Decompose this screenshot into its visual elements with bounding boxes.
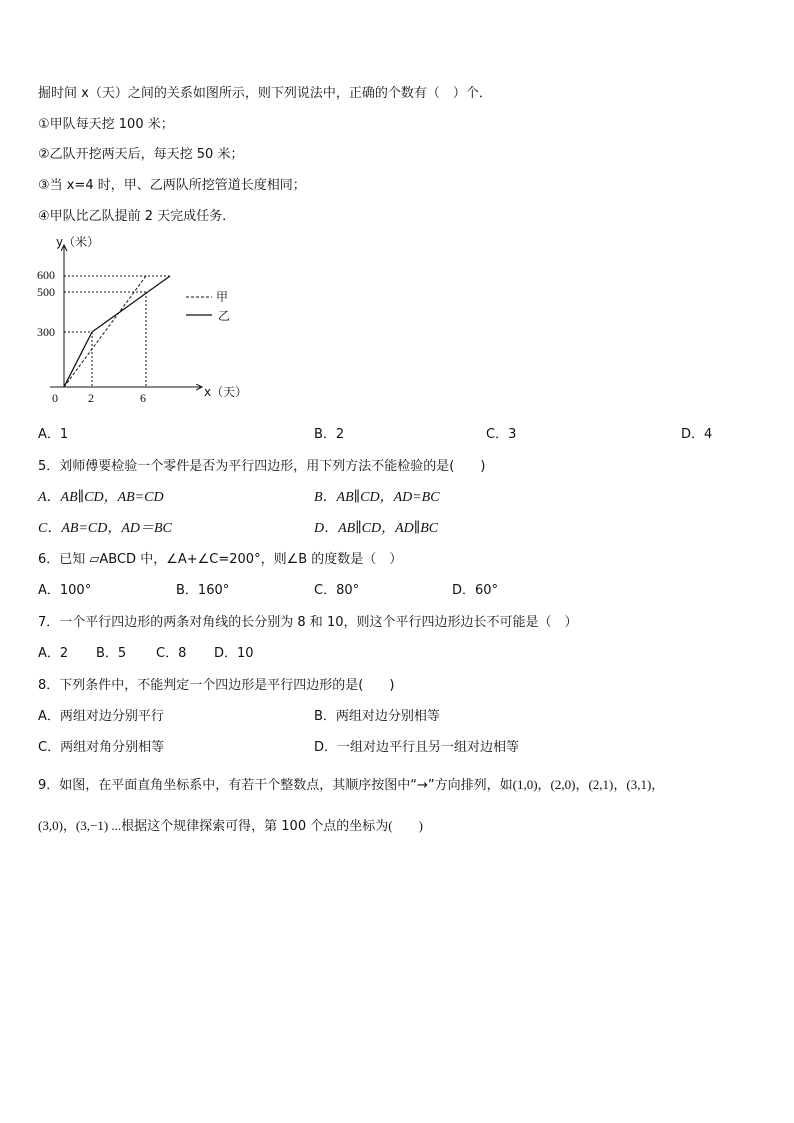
q6-option-c: C．80° — [314, 583, 360, 598]
x-tick-2: 2 — [88, 391, 94, 405]
q4-statement-4: ④甲队比乙队提前 2 天完成任务． — [38, 209, 236, 224]
q4-stem: 掘时间 x（天）之间的关系如图所示，则下列说法中，正确的个数有（ ）个． — [38, 86, 492, 101]
q5-option-b: B．AB∥CD，AD=BC — [314, 490, 440, 505]
guide-lines — [64, 276, 170, 387]
q9-stem-text: 9．如图，在平面直角坐标系中，有若干个整数点，其顺序按图中“→”方向排列，如 — [38, 778, 513, 793]
x-tick-6: 6 — [140, 391, 146, 405]
q9-example-points: (1,0)，(2,0)，(2,1)，(3,1)， — [512, 777, 665, 792]
q8-stem: 8．下列条件中，不能判定一个四边形是平行四边形的是( ) — [38, 678, 395, 693]
q4-option-d: D．4 — [681, 427, 713, 442]
q8-option-b: B．两组对边分别相等 — [314, 709, 440, 724]
y-tick-500: 500 — [37, 285, 55, 299]
q7-option-b: B．5 — [96, 646, 127, 661]
x-tick-0: 0 — [52, 391, 58, 405]
q9-question-text: 根据这个规律探索可得，第 100 个点的坐标为 — [121, 819, 389, 834]
q9-stem — [38, 776, 664, 795]
y-tick-300: 300 — [37, 325, 55, 339]
q4-statement-2: ②乙队开挖两天后，每天挖 50 米； — [38, 147, 244, 162]
q9-answer-paren: ( ) — [388, 818, 423, 833]
q5-option-d: D．AB∥CD，AD∥BC — [314, 521, 439, 536]
q4-option-a: A．1 — [38, 427, 69, 442]
q4-option-c: C．3 — [486, 427, 517, 442]
legend-jia-label: 甲 — [216, 290, 229, 304]
q4-line-chart — [30, 233, 260, 413]
q9-more-points: (3,0)，(3,−1) ... — [38, 818, 122, 833]
q4-statement-1: ①甲队每天挖 100 米； — [38, 117, 174, 132]
q6-option-b: B．160° — [176, 583, 230, 598]
q8-option-c: C．两组对角分别相等 — [38, 740, 165, 755]
x-axis-label: x（天） — [204, 385, 248, 399]
q7-stem: 7．一个平行四边形的两条对角线的长分别为 8 和 10，则这个平行四边形边长不可能是（ ） — [38, 615, 578, 630]
q4-option-b: B．2 — [314, 427, 345, 442]
q4-statement-3: ③当 x=4 时，甲、乙两队所挖管道长度相同； — [38, 178, 306, 193]
q7-option-d: D．10 — [214, 646, 254, 661]
series-yi — [64, 276, 170, 387]
q9-line-2 — [38, 817, 423, 836]
q7-option-c: C．8 — [156, 646, 187, 661]
y-tick-600: 600 — [37, 268, 55, 282]
q6-option-d: D．60° — [452, 583, 499, 598]
q5-stem: 5．刘师傅要检验一个零件是否为平行四边形，用下列方法不能检验的是( ) — [38, 459, 486, 474]
y-axis-label: y（米） — [56, 235, 100, 249]
q8-option-d: D．一组对边平行且另一组对边相等 — [314, 740, 520, 755]
q5-option-a: A．AB∥CD，AB=CD — [38, 490, 164, 505]
q8-option-a: A．两组对边分别平行 — [38, 709, 164, 724]
legend-yi-label: 乙 — [218, 309, 231, 323]
q6-stem: 6．已知 ▱ABCD 中，∠A+∠C=200°，则∠B 的度数是（ ） — [38, 552, 403, 567]
q6-option-a: A．100° — [38, 583, 92, 598]
q5-option-c: C．AB=CD，AD＝BC — [38, 521, 172, 536]
q7-option-a: A．2 — [38, 646, 69, 661]
